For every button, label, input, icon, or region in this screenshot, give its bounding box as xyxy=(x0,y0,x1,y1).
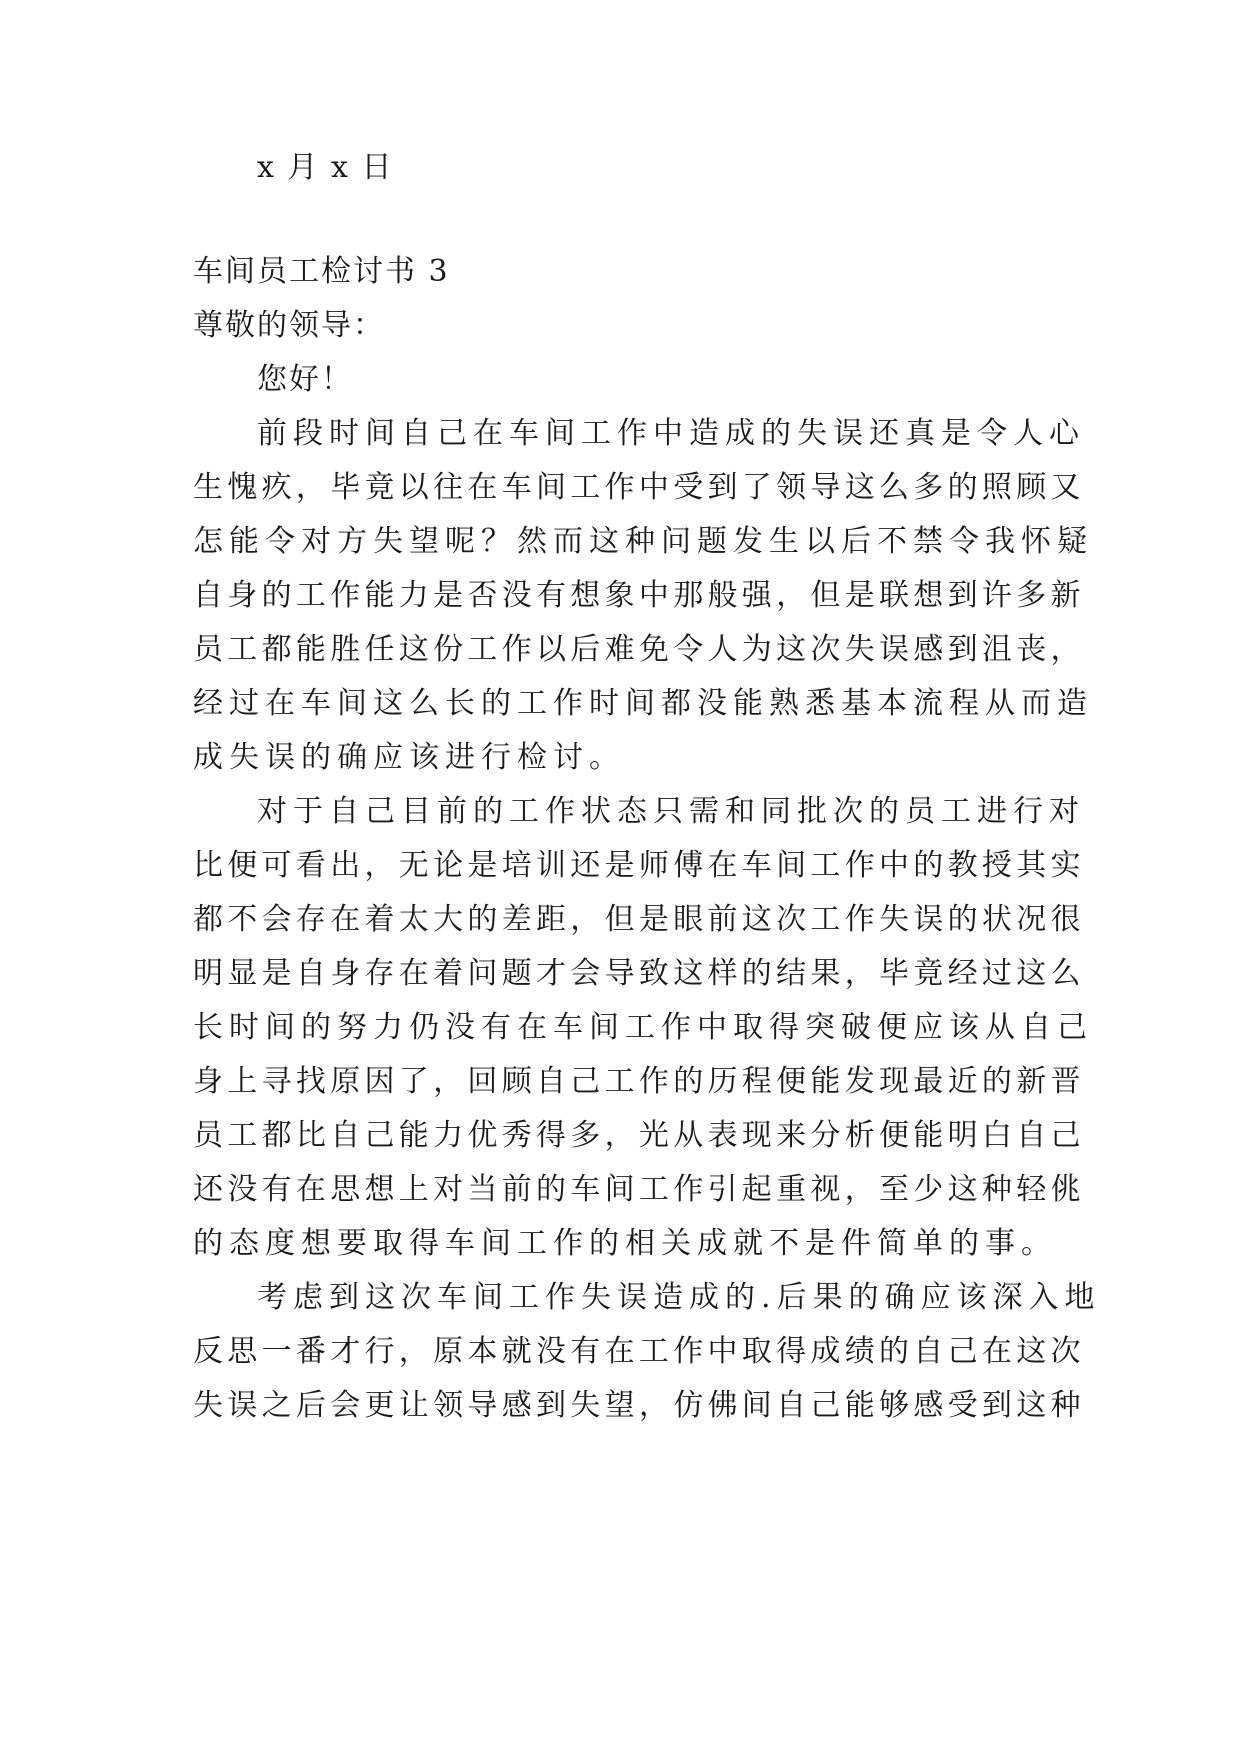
date-line: x 月 x 日 xyxy=(257,150,394,185)
paragraph-line: 员工都比自己能力优秀得多，光从表现来分析便能明白自己 xyxy=(193,1118,1085,1153)
paragraph-line: 的态度想要取得车间工作的相关成就不是件简单的事。 xyxy=(193,1226,1057,1261)
paragraph-line: 自身的工作能力是否没有想象中那般强，但是联想到许多新 xyxy=(193,578,1085,613)
paragraph-line: 比便可看出，无论是培训还是师傅在车间工作中的教授其实 xyxy=(193,848,1085,883)
paragraph-line: 成失误的确应该进行检讨。 xyxy=(193,740,625,775)
paragraph-line: 考虑到这次车间工作失误造成的.后果的确应该深入地 xyxy=(257,1280,1101,1315)
paragraph-line: 都不会存在着太大的差距，但是眼前这次工作失误的状况很 xyxy=(193,902,1085,937)
salutation: 尊敬的领导： xyxy=(193,308,385,343)
paragraph-line: 前段时间自己在车间工作中造成的失误还真是令人心 xyxy=(257,416,1085,451)
paragraph-line: 失误之后会更让领导感到失望，仿佛间自己能够感受到这种 xyxy=(193,1388,1085,1423)
paragraph-line: 员工都能胜任这份工作以后难免令人为这次失误感到沮丧， xyxy=(193,632,1085,667)
greeting: 您好！ xyxy=(257,362,353,397)
paragraph-line: 身上寻找原因了，回顾自己工作的历程便能发现最近的新晋 xyxy=(193,1064,1085,1099)
paragraph-line: 明显是自身存在着问题才会导致这样的结果，毕竟经过这么 xyxy=(193,956,1085,991)
paragraph-line: 还没有在思想上对当前的车间工作引起重视，至少这种轻佻 xyxy=(193,1172,1085,1207)
paragraph-line: 怎能令对方失望呢？然而这种问题发生以后不禁令我怀疑 xyxy=(193,524,1093,559)
paragraph-line: 反思一番才行，原本就没有在工作中取得成绩的自己在这次 xyxy=(193,1334,1085,1369)
paragraph-line: 生愧疚，毕竟以往在车间工作中受到了领导这么多的照顾又 xyxy=(193,470,1085,505)
paragraph-line: 经过在车间这么长的工作时间都没能熟悉基本流程从而造 xyxy=(193,686,1093,721)
paragraph-line: 长时间的努力仍没有在车间工作中取得突破便应该从自己 xyxy=(193,1010,1093,1045)
document-title: 车间员工检讨书 3 xyxy=(193,254,450,289)
paragraph-line: 对于自己目前的工作状态只需和同批次的员工进行对 xyxy=(257,794,1085,829)
